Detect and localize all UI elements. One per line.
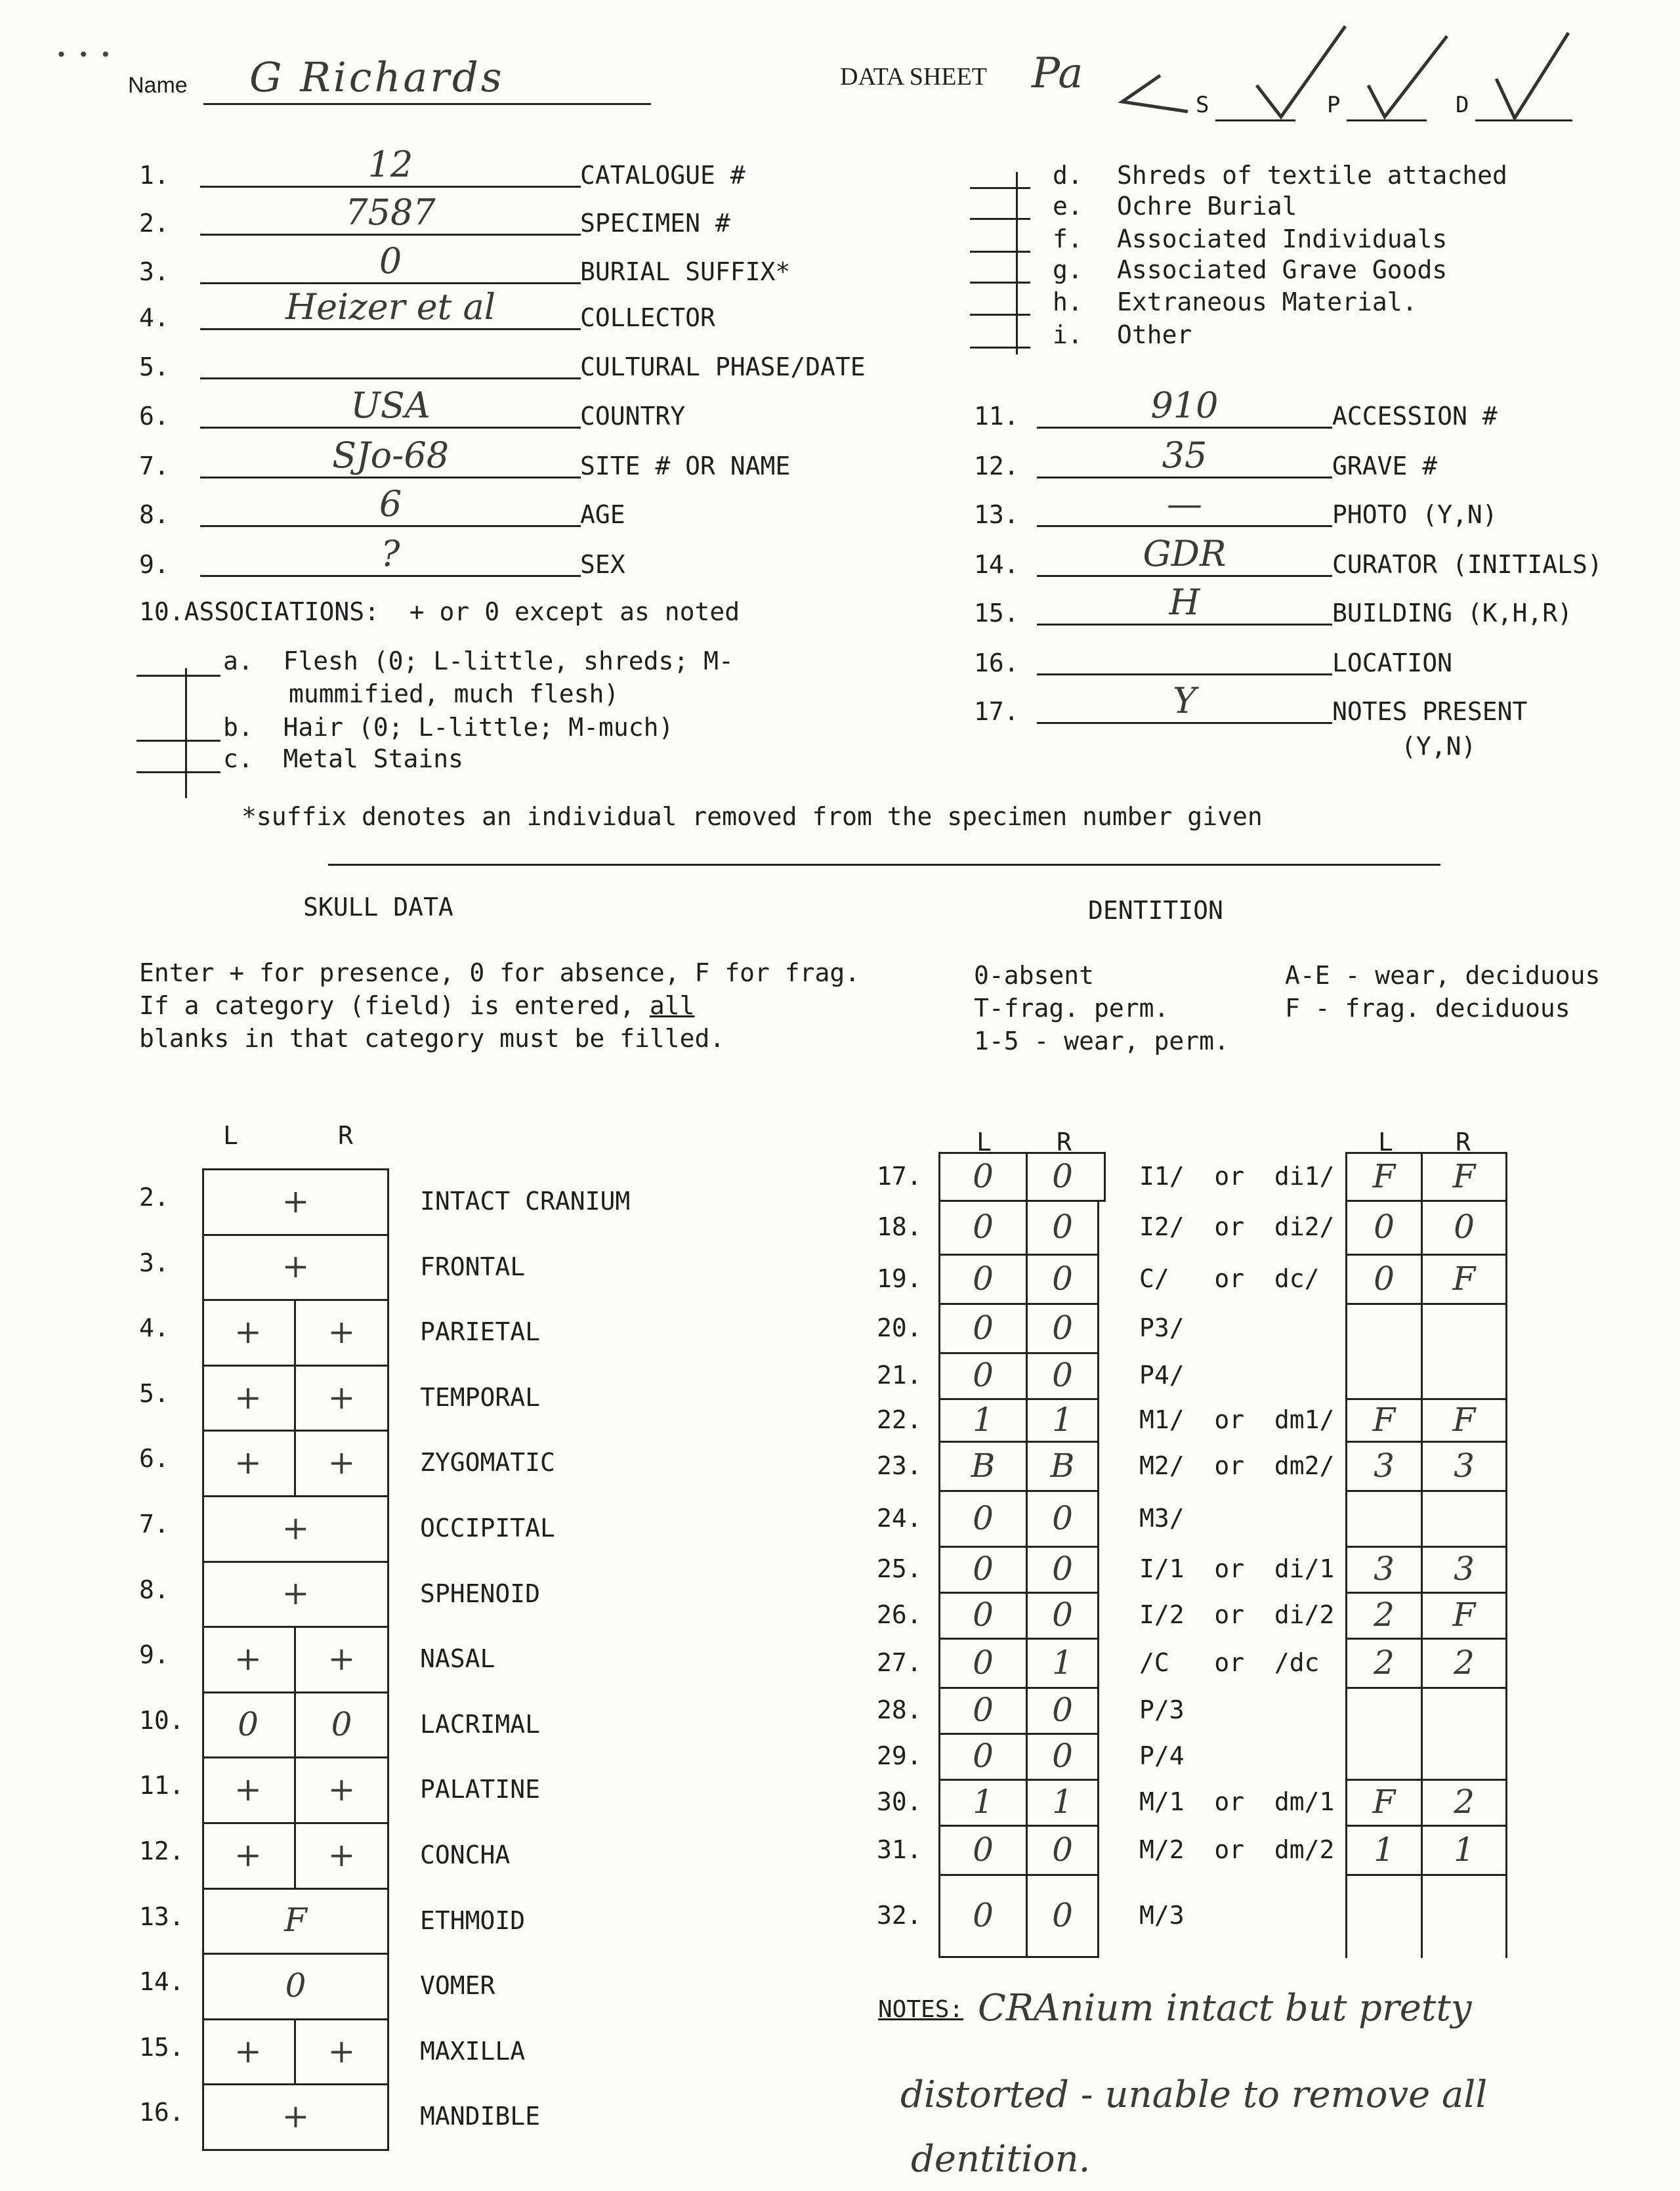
- field-underline: [1037, 477, 1332, 479]
- tooth-row-num: 29.: [877, 1741, 922, 1770]
- tooth-perm-left[interactable]: 1: [973, 1783, 994, 1821]
- field-underline: [1037, 427, 1332, 429]
- skull-cell-left[interactable]: +: [234, 1639, 262, 1678]
- skull-row-num: 5.: [139, 1378, 169, 1408]
- tooth-decid-left[interactable]: 3: [1374, 1446, 1395, 1485]
- data-sheet-value[interactable]: Pa: [1032, 49, 1083, 98]
- field-num: 1.: [139, 161, 169, 190]
- tooth-row-num: 22.: [877, 1405, 922, 1434]
- field-underline: [200, 234, 581, 236]
- field-underline: [200, 575, 581, 577]
- decid-l-header: L: [1378, 1128, 1393, 1157]
- tooth-row-label: P3/: [1139, 1313, 1185, 1342]
- assoc-letter: h.: [1053, 287, 1083, 316]
- skull-row-label: PALATINE: [420, 1775, 541, 1804]
- skull-row-num: 10.: [139, 1705, 184, 1735]
- assoc-letter: d.: [1053, 161, 1083, 190]
- tooth-perm-left[interactable]: 0: [973, 1550, 994, 1588]
- decid-r-header: R: [1456, 1128, 1471, 1157]
- skull-row-num: 7.: [139, 1510, 169, 1539]
- field-num: 15.: [974, 599, 1019, 628]
- decid-gap-mid: [1421, 1733, 1423, 1781]
- skull-cell-right[interactable]: +: [327, 1443, 356, 1482]
- field-value[interactable]: 0: [379, 240, 402, 282]
- tooth-row-label: I/1 or di/1: [1139, 1554, 1335, 1583]
- section-divider: [328, 864, 1440, 866]
- tooth-row-num: 18.: [877, 1212, 922, 1241]
- field-value[interactable]: GDR: [1143, 533, 1227, 574]
- field-label: SEX: [580, 550, 625, 579]
- tooth-row-label: C/ or dc/: [1139, 1264, 1320, 1293]
- field-num: 17.: [974, 697, 1019, 726]
- decid-gap-mid: [1421, 1490, 1423, 1548]
- field-label: GRAVE #: [1332, 452, 1438, 480]
- tooth-row-num: 21.: [877, 1361, 922, 1390]
- field-value[interactable]: USA: [350, 385, 430, 426]
- tooth-row-label: I1/ or di1/: [1139, 1161, 1335, 1191]
- instructions-line1: Enter + for presence, 0 for absence, F for frag.: [139, 958, 860, 987]
- skull-row-label: TEMPORAL: [420, 1382, 541, 1412]
- assoc-blank[interactable]: [970, 314, 1030, 316]
- field-value[interactable]: —: [1167, 483, 1202, 524]
- tooth-row-num: 31.: [877, 1835, 922, 1864]
- field-underline: [1037, 673, 1332, 675]
- tooth-perm-right[interactable]: B: [1050, 1446, 1075, 1485]
- name-label: Name: [128, 73, 188, 98]
- dent-legend-absent: 0-absent: [974, 961, 1095, 990]
- field-num: 13.: [974, 500, 1019, 529]
- tooth-row-label: P/3: [1139, 1695, 1185, 1724]
- assoc-blank[interactable]: [970, 347, 1030, 349]
- tooth-row-label: M/1 or dm/1: [1139, 1787, 1335, 1816]
- tooth-row-num: 25.: [877, 1554, 922, 1583]
- tooth-perm-left[interactable]: 1: [973, 1400, 994, 1439]
- field-underline: [200, 525, 581, 527]
- skull-cell-right[interactable]: +: [327, 1312, 356, 1351]
- assoc-letter: e.: [1053, 192, 1083, 221]
- field-label: SITE # OR NAME: [580, 452, 791, 480]
- tooth-perm-right[interactable]: 0: [1052, 1830, 1073, 1869]
- check-mark-s: [1257, 26, 1345, 117]
- dent-legend-frag-deciduous: F - frag. deciduous: [1285, 994, 1570, 1023]
- skull-cell-whole[interactable]: +: [282, 1181, 310, 1220]
- tooth-decid-left[interactable]: 2: [1374, 1643, 1395, 1682]
- tooth-row-label: M2/ or dm2/: [1139, 1451, 1335, 1480]
- skull-cell-right[interactable]: +: [327, 1835, 356, 1874]
- skull-cell-whole[interactable]: +: [282, 2097, 310, 2136]
- skull-cell-left[interactable]: +: [234, 1378, 262, 1416]
- tooth-perm-left[interactable]: 0: [973, 1499, 994, 1537]
- skull-cell-left[interactable]: +: [234, 1443, 262, 1482]
- p-label: P: [1327, 92, 1341, 118]
- field-underline: [200, 377, 581, 379]
- field-num: 5.: [139, 352, 169, 381]
- field-num: 6.: [139, 402, 169, 431]
- field-label: AGE: [580, 500, 625, 529]
- field-value[interactable]: 910: [1150, 385, 1219, 426]
- skull-row-label: MAXILLA: [420, 2036, 526, 2066]
- d-label: D: [1456, 92, 1469, 118]
- assoc-label: Associated Individuals: [1117, 224, 1448, 253]
- tooth-row-label: I2/ or di2/: [1139, 1212, 1335, 1241]
- assoc-a-blank[interactable]: [136, 675, 220, 677]
- skull-row-num: 12.: [139, 1837, 184, 1865]
- assoc-blank[interactable]: [970, 282, 1030, 284]
- assoc-letter: i.: [1053, 320, 1083, 349]
- tooth-row-num: 28.: [877, 1695, 922, 1724]
- skull-cell-right[interactable]: +: [327, 1770, 356, 1809]
- skull-cell-whole[interactable]: +: [282, 1574, 310, 1613]
- tooth-row-num: 17.: [877, 1161, 922, 1191]
- skull-row-num: 3.: [139, 1248, 169, 1277]
- tooth-decid-left[interactable]: F: [1372, 1400, 1396, 1439]
- dentition-title: DENTITION: [1088, 896, 1223, 925]
- skull-row-num: 13.: [139, 1902, 184, 1931]
- tooth-decid-right[interactable]: 2: [1454, 1643, 1475, 1682]
- field-value[interactable]: 6: [379, 483, 402, 524]
- skull-cell-left[interactable]: +: [234, 1312, 262, 1351]
- field-underline: [1037, 575, 1332, 577]
- instructions-line2: If a category (field) is entered, all: [139, 991, 695, 1020]
- field-label: COLLECTOR: [580, 303, 715, 332]
- field-label: ACCESSION #: [1332, 402, 1498, 431]
- dent-legend-wear-deciduous: A-E - wear, deciduous: [1285, 961, 1601, 990]
- decid-gap-left: [1345, 1687, 1347, 1735]
- field-underline: [200, 282, 581, 284]
- tooth-decid-right[interactable]: 3: [1454, 1550, 1475, 1588]
- tooth-row-num: 27.: [877, 1648, 922, 1677]
- name-underline: [203, 103, 651, 105]
- s-label: S: [1196, 92, 1209, 118]
- assoc-a-line2: mummified, much flesh): [289, 679, 620, 708]
- skull-row-label: VOMER: [420, 1971, 495, 2001]
- skull-row-num: 6.: [139, 1444, 169, 1474]
- skull-row-label: OCCIPITAL: [420, 1514, 555, 1542]
- skull-cell-whole[interactable]: +: [282, 1247, 310, 1286]
- tooth-decid-right[interactable]: F: [1452, 1596, 1476, 1634]
- assoc-blank[interactable]: [970, 218, 1030, 220]
- skull-row-label: FRONTAL: [420, 1252, 526, 1281]
- tooth-row-label: I/2 or di/2: [1139, 1600, 1335, 1629]
- field-label: SPECIMEN #: [580, 209, 730, 238]
- tooth-perm-left[interactable]: 0: [973, 1596, 994, 1634]
- tooth-decid-left[interactable]: 2: [1374, 1596, 1395, 1634]
- decid-gap-mid: [1421, 1874, 1423, 1958]
- tooth-perm-right[interactable]: 0: [1052, 1356, 1073, 1394]
- tooth-perm-right[interactable]: 0: [1052, 1691, 1073, 1729]
- tooth-decid-left[interactable]: 0: [1374, 1259, 1395, 1298]
- tooth-perm-left[interactable]: 0: [973, 1208, 994, 1246]
- assoc-c: c. Metal Stains: [223, 744, 464, 773]
- skull-cell-right[interactable]: +: [327, 1378, 356, 1416]
- skull-row-label: SPHENOID: [420, 1579, 541, 1608]
- tooth-decid-left[interactable]: 3: [1374, 1550, 1395, 1588]
- notes-line1[interactable]: CRAnium intact but pretty: [978, 1987, 1472, 2030]
- tooth-row-label: M/2 or dm/2: [1139, 1835, 1335, 1864]
- tooth-decid-left[interactable]: F: [1372, 1157, 1396, 1195]
- tooth-decid-right[interactable]: F: [1452, 1259, 1476, 1298]
- tooth-perm-left[interactable]: 0: [973, 1643, 994, 1682]
- skull-row-num: 9.: [139, 1640, 169, 1670]
- skull-row-num: 2.: [139, 1183, 169, 1212]
- assoc-b: b. Hair (0; L-little; M-much): [223, 713, 674, 742]
- field-label: BUILDING (K,H,R): [1332, 599, 1573, 628]
- field-label: NOTES PRESENT: [1332, 697, 1528, 726]
- decid-gap-mid: [1421, 1687, 1423, 1735]
- field-value[interactable]: H: [1169, 582, 1200, 623]
- tooth-row-num: 30.: [877, 1787, 922, 1816]
- assoc-label: Extraneous Material.: [1117, 287, 1418, 316]
- tooth-decid-left[interactable]: 0: [1374, 1208, 1395, 1246]
- skull-row-label: ETHMOID: [420, 1905, 526, 1935]
- tooth-decid-right[interactable]: F: [1452, 1400, 1476, 1439]
- assoc-label: Ochre Burial: [1117, 192, 1297, 221]
- decid-gap-right: [1505, 1352, 1507, 1400]
- skull-cell-left[interactable]: +: [234, 1835, 262, 1874]
- assoc-label: Associated Grave Goods: [1117, 255, 1448, 284]
- field-num: 2.: [139, 209, 169, 238]
- check-mark-pa: [1122, 75, 1188, 112]
- skull-cell-whole[interactable]: F: [284, 1901, 307, 1940]
- tooth-perm-right[interactable]: 1: [1052, 1400, 1073, 1439]
- skull-cell-right[interactable]: +: [327, 1639, 356, 1678]
- field-underline: [200, 427, 581, 429]
- teeth-r-header: R: [1057, 1128, 1072, 1157]
- assoc-bracket-right: [1016, 172, 1018, 354]
- tooth-perm-left[interactable]: 0: [973, 1259, 994, 1298]
- skull-row-num: 4.: [139, 1313, 169, 1343]
- skull-row-label: NASAL: [420, 1644, 495, 1674]
- field-underline: [200, 477, 581, 479]
- skull-row-label: INTACT CRANIUM: [420, 1187, 631, 1216]
- skull-row-label: LACRIMAL: [420, 1709, 541, 1739]
- field-underline: [200, 328, 581, 330]
- check-marks: [1109, 13, 1582, 125]
- tooth-decid-right[interactable]: 2: [1454, 1783, 1475, 1821]
- skull-l-header: L: [223, 1121, 238, 1150]
- field-num: 9.: [139, 550, 169, 579]
- tooth-row-num: 19.: [877, 1264, 922, 1293]
- tooth-row-num: 24.: [877, 1503, 922, 1533]
- tooth-perm-right[interactable]: 0: [1052, 1208, 1073, 1246]
- field-num: 11.: [974, 402, 1019, 431]
- tooth-row-label: P4/: [1139, 1361, 1185, 1390]
- associations-title: 10.ASSOCIATIONS: + or 0 except as noted: [139, 597, 740, 626]
- tooth-decid-left[interactable]: F: [1372, 1783, 1396, 1821]
- decid-gap-right: [1505, 1874, 1507, 1958]
- assoc-blank[interactable]: [970, 251, 1030, 253]
- data-sheet-label: DATA SHEET: [840, 63, 987, 91]
- field-value[interactable]: SJo-68: [331, 435, 450, 476]
- decid-gap-right: [1505, 1687, 1507, 1735]
- instructions-line3: blanks in that category must be filled.: [139, 1024, 725, 1053]
- skull-cell-whole[interactable]: +: [282, 1508, 310, 1547]
- assoc-letter: f.: [1053, 224, 1083, 253]
- tooth-perm-right[interactable]: 0: [1052, 1499, 1073, 1537]
- field-value[interactable]: 35: [1162, 435, 1208, 476]
- assoc-label: Shreds of textile attached: [1117, 161, 1507, 190]
- skull-row-label: ZYGOMATIC: [420, 1448, 555, 1478]
- skull-cell-right[interactable]: 0: [331, 1705, 352, 1743]
- tooth-row-label: /C or /dc: [1139, 1648, 1320, 1677]
- tooth-row-num: 23.: [877, 1451, 922, 1480]
- tooth-perm-left[interactable]: 0: [973, 1896, 994, 1934]
- decid-gap-left: [1345, 1490, 1347, 1548]
- skull-row-num: 11.: [139, 1771, 184, 1800]
- decid-gap-right: [1505, 1733, 1507, 1781]
- field-underline: [1037, 722, 1332, 724]
- skull-row-num: 8.: [139, 1575, 169, 1604]
- skull-cell-left[interactable]: 0: [238, 1705, 259, 1743]
- field-label: LOCATION: [1332, 649, 1453, 677]
- assoc-blank[interactable]: [970, 187, 1030, 189]
- tooth-perm-left[interactable]: B: [971, 1446, 996, 1485]
- field-underline: [1037, 525, 1332, 527]
- tooth-perm-left[interactable]: 0: [973, 1691, 994, 1729]
- field-num: 12.: [974, 452, 1019, 480]
- field-label: COUNTRY: [580, 402, 686, 431]
- decid-gap-left: [1345, 1733, 1347, 1781]
- tooth-perm-left[interactable]: 0: [973, 1737, 994, 1775]
- field-value[interactable]: Heizer et al: [285, 286, 495, 328]
- tooth-perm-right[interactable]: 0: [1052, 1259, 1073, 1298]
- tooth-row-label: M1/ or dm1/: [1139, 1405, 1335, 1434]
- tooth-perm-right[interactable]: 1: [1052, 1783, 1073, 1821]
- field-num: 14.: [974, 550, 1019, 579]
- tooth-perm-right[interactable]: 0: [1052, 1550, 1073, 1588]
- assoc-label: Other: [1117, 320, 1192, 349]
- tooth-row-label: P/4: [1139, 1741, 1185, 1770]
- field-value[interactable]: 7587: [345, 192, 436, 233]
- tooth-perm-right[interactable]: 0: [1052, 1737, 1073, 1775]
- name-value[interactable]: G Richards: [249, 53, 505, 101]
- field-num: 8.: [139, 500, 169, 529]
- decid-gap-mid: [1421, 1352, 1423, 1400]
- skull-row-num: 16.: [139, 2098, 184, 2127]
- field-underline: [1037, 624, 1332, 626]
- tooth-row-num: 32.: [877, 1900, 922, 1930]
- field-value[interactable]: Y: [1173, 680, 1196, 721]
- tooth-decid-right[interactable]: 1: [1454, 1830, 1475, 1869]
- decid-gap-mid: [1421, 1303, 1423, 1354]
- assoc-b-blank[interactable]: [136, 740, 220, 742]
- tooth-perm-left[interactable]: 0: [973, 1157, 994, 1195]
- field-num: 4.: [139, 303, 169, 332]
- field-label: CULTURAL PHASE/DATE: [580, 352, 866, 381]
- decid-gap-left: [1345, 1874, 1347, 1958]
- notes-line3[interactable]: dentition.: [911, 2138, 1091, 2180]
- skull-r-header: R: [338, 1121, 353, 1150]
- field-label: CURATOR (INITIALS): [1332, 550, 1603, 579]
- decid-gap-right: [1505, 1490, 1507, 1548]
- tooth-perm-left[interactable]: 0: [973, 1830, 994, 1869]
- check-mark-p: [1368, 36, 1447, 117]
- skull-row-label: PARIETAL: [420, 1317, 541, 1347]
- skull-data-title: SKULL DATA: [303, 893, 453, 922]
- tooth-decid-left[interactable]: 1: [1374, 1830, 1395, 1869]
- tooth-perm-left[interactable]: 0: [973, 1308, 994, 1347]
- field-num: 16.: [974, 649, 1019, 677]
- skull-row-label: MANDIBLE: [420, 2102, 541, 2131]
- skull-cell-left[interactable]: +: [234, 2031, 262, 2070]
- field-value[interactable]: 12: [368, 144, 413, 185]
- tooth-decid-right[interactable]: 3: [1454, 1446, 1475, 1485]
- check-mark-d: [1496, 33, 1568, 118]
- field-num: 3.: [139, 257, 169, 286]
- decid-gap-left: [1345, 1352, 1347, 1400]
- field-label: PHOTO (Y,N): [1332, 500, 1498, 529]
- tooth-perm-right[interactable]: 0: [1052, 1308, 1073, 1347]
- decid-gap-right: [1505, 1303, 1507, 1354]
- assoc-a-line1: a. Flesh (0; L-little, shreds; M-: [223, 647, 734, 675]
- tooth-perm-right[interactable]: 0: [1052, 1896, 1073, 1934]
- corner-mark: • • •: [56, 44, 112, 66]
- teeth-l-header: L: [976, 1128, 992, 1157]
- skull-cell-left[interactable]: +: [234, 1770, 262, 1809]
- field-num: 7.: [139, 452, 169, 480]
- notes-present-sub: (Y,N): [1401, 732, 1477, 761]
- dent-legend-wear-perm: 1-5 - wear, perm.: [974, 1027, 1229, 1055]
- field-label: BURIAL SUFFIX*: [580, 257, 791, 286]
- tooth-perm-left[interactable]: 0: [973, 1356, 994, 1394]
- field-label: CATALOGUE #: [580, 161, 746, 190]
- tooth-row-label: M/3: [1139, 1900, 1185, 1930]
- tooth-decid-right[interactable]: F: [1452, 1157, 1476, 1195]
- assoc-c-blank[interactable]: [136, 771, 220, 773]
- skull-row-num: 15.: [139, 2032, 184, 2062]
- decid-gap-left: [1345, 1303, 1347, 1354]
- tooth-row-num: 20.: [877, 1313, 922, 1342]
- notes-label: NOTES:: [878, 1996, 964, 2023]
- field-value[interactable]: ?: [381, 533, 400, 574]
- notes-line2[interactable]: distorted - unable to remove all: [900, 2074, 1488, 2116]
- skull-row-label: CONCHA: [420, 1840, 511, 1869]
- tooth-row-num: 26.: [877, 1600, 922, 1629]
- skull-cell-right[interactable]: +: [327, 2031, 356, 2070]
- dent-legend-frag-perm: T-frag. perm.: [974, 994, 1169, 1023]
- tooth-decid-right[interactable]: 0: [1454, 1208, 1475, 1246]
- tooth-row-label: M3/: [1139, 1503, 1185, 1533]
- suffix-note: *suffix denotes an individual removed from the specimen number given: [242, 802, 1263, 831]
- tooth-perm-right[interactable]: 0: [1052, 1596, 1073, 1634]
- field-underline: [200, 186, 581, 188]
- tooth-perm-right[interactable]: 1: [1052, 1643, 1073, 1682]
- assoc-letter: g.: [1053, 255, 1083, 284]
- tooth-perm-right[interactable]: 0: [1052, 1157, 1073, 1195]
- skull-row-num: 14.: [139, 1967, 184, 1997]
- assoc-bracket-left: [185, 668, 187, 798]
- skull-cell-whole[interactable]: 0: [285, 1966, 306, 2005]
